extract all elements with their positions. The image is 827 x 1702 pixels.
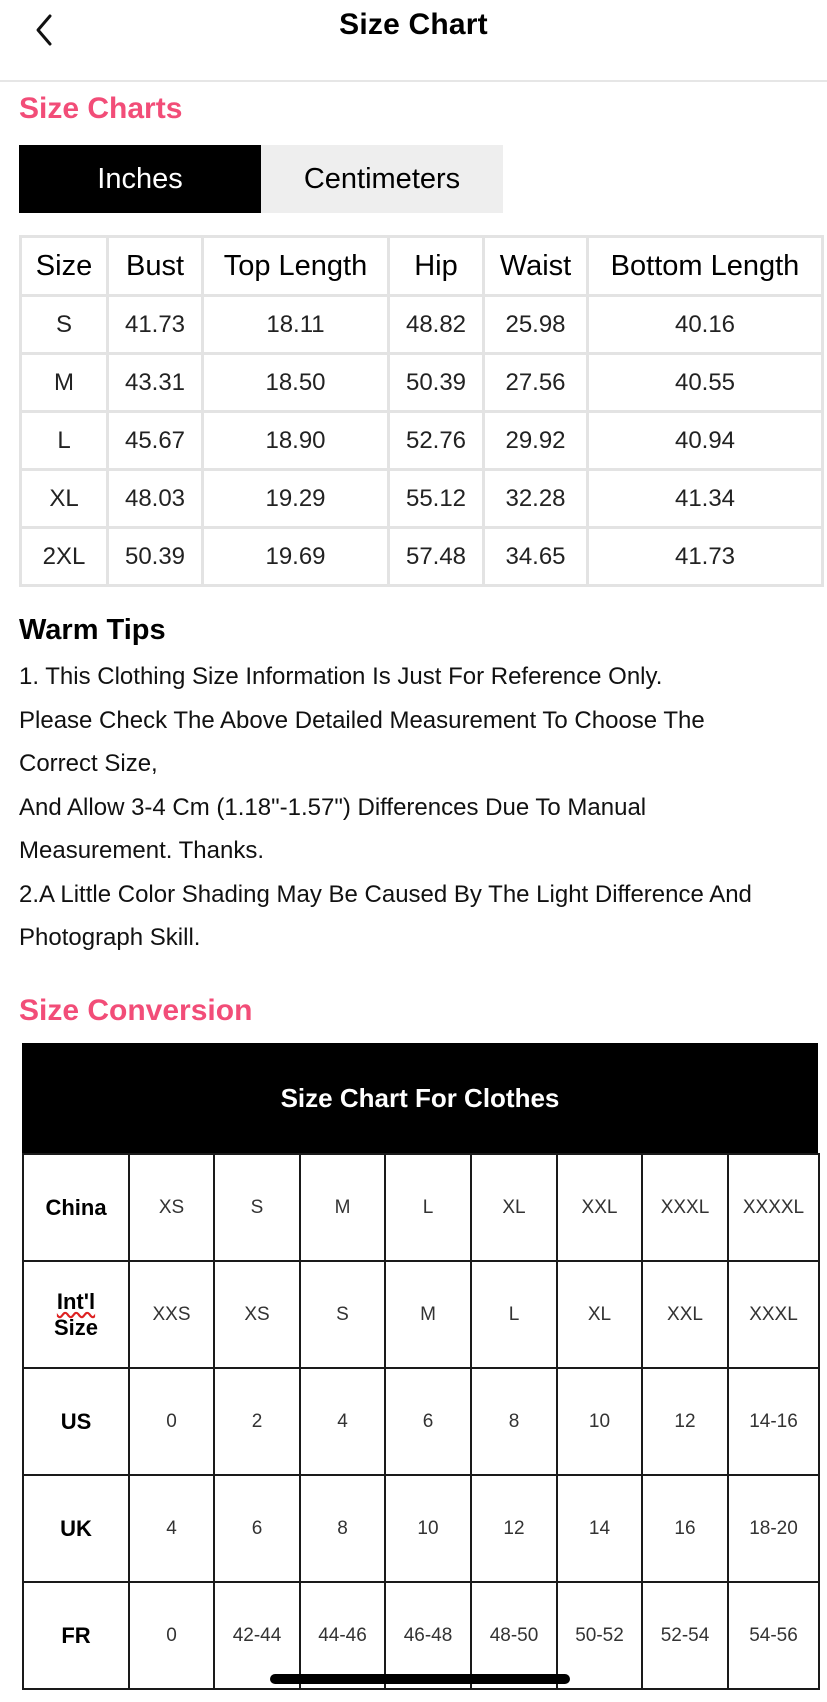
size-conversion-heading: Size Conversion <box>19 994 253 1027</box>
table-cell: 32.28 <box>484 470 588 528</box>
page-title: Size Chart <box>339 8 488 41</box>
tip-line: Correct Size, <box>19 750 158 777</box>
table-cell: 52-54 <box>642 1582 728 1689</box>
table-row <box>21 412 823 470</box>
size-charts-heading: Size Charts <box>19 92 183 125</box>
table-cell: 8 <box>300 1475 385 1582</box>
size-conversion-chart <box>22 1043 818 1686</box>
home-indicator[interactable] <box>270 1674 570 1684</box>
table-cell: XL <box>557 1261 642 1368</box>
table-row <box>23 1475 819 1582</box>
table-cell: XXXL <box>728 1261 819 1368</box>
table-cell: 19.29 <box>203 470 389 528</box>
table-cell: 14-16 <box>728 1368 819 1475</box>
table-cell: 18-20 <box>728 1475 819 1582</box>
table-cell: XXL <box>557 1154 642 1261</box>
table-cell: 14 <box>557 1475 642 1582</box>
column-header: Size <box>21 237 108 296</box>
table-cell: 54-56 <box>728 1582 819 1689</box>
tip-line: And Allow 3-4 Cm (1.18"-1.57") Differences Due To Manual <box>19 793 647 821</box>
row-label-china: China <box>23 1154 129 1261</box>
table-cell: M <box>300 1154 385 1261</box>
table-row <box>21 528 823 586</box>
table-cell: 48-50 <box>471 1582 557 1689</box>
table-row <box>21 296 823 354</box>
table-cell: S <box>214 1154 300 1261</box>
table-cell: M <box>385 1261 471 1368</box>
table-cell: 41.34 <box>588 470 823 528</box>
table-cell: 45.67 <box>108 412 203 470</box>
size-table <box>19 235 824 587</box>
tab-inches[interactable]: Inches <box>19 145 261 213</box>
table-cell: L <box>385 1154 471 1261</box>
table-cell: 29.92 <box>484 412 588 470</box>
table-cell: 19.69 <box>203 528 389 586</box>
table-cell: 46-48 <box>385 1582 471 1689</box>
tip-line: 1. This Clothing Size Information Is Just For Reference Only. <box>19 663 663 690</box>
table-cell: 34.65 <box>484 528 588 586</box>
table-cell: XL <box>471 1154 557 1261</box>
table-cell: 18.50 <box>203 354 389 412</box>
table-cell: XXL <box>642 1261 728 1368</box>
table-cell: 4 <box>129 1475 214 1582</box>
row-label-us: US <box>23 1368 129 1475</box>
table-cell: 0 <box>129 1368 214 1475</box>
table-cell: 18.11 <box>203 296 389 354</box>
column-header: Bust <box>108 237 203 296</box>
table-cell: XXXXL <box>728 1154 819 1261</box>
table-cell: 0 <box>129 1582 214 1689</box>
table-row <box>23 1368 819 1475</box>
table-cell: 52.76 <box>389 412 484 470</box>
table-cell: 12 <box>471 1475 557 1582</box>
table-cell: 43.31 <box>108 354 203 412</box>
column-header: Top Length <box>203 237 389 296</box>
table-cell: XXS <box>129 1261 214 1368</box>
table-cell: 48.03 <box>108 470 203 528</box>
nav-header <box>0 0 827 82</box>
row-label-line: Size <box>53 1314 99 1340</box>
table-cell: 10 <box>557 1368 642 1475</box>
column-header: Waist <box>484 237 588 296</box>
row-label-uk: UK <box>23 1475 129 1582</box>
table-cell: 40.16 <box>588 296 823 354</box>
table-cell: 2XL <box>21 528 108 586</box>
table-cell: L <box>21 412 108 470</box>
table-cell: 44-46 <box>300 1582 385 1689</box>
table-cell: 18.90 <box>203 412 389 470</box>
table-cell: 10 <box>385 1475 471 1582</box>
table-row <box>23 1154 819 1261</box>
table-cell: XXXL <box>642 1154 728 1261</box>
row-label-line: Int'l <box>56 1288 96 1314</box>
column-header: Hip <box>389 237 484 296</box>
table-cell: 2 <box>214 1368 300 1475</box>
table-cell: 41.73 <box>108 296 203 354</box>
table-cell: 25.98 <box>484 296 588 354</box>
table-cell: 40.94 <box>588 412 823 470</box>
table-cell: 12 <box>642 1368 728 1475</box>
tip-line: Measurement. Thanks. <box>19 837 265 864</box>
table-cell: 57.48 <box>389 528 484 586</box>
tip-line: 2.A Little Color Shading May Be Caused By The Light Difference And <box>19 880 752 908</box>
tab-centimeters[interactable]: Centimeters <box>261 145 503 213</box>
column-header: Bottom Length <box>588 237 823 296</box>
row-label-fr: FR <box>23 1582 129 1689</box>
conversion-table <box>22 1153 820 1690</box>
table-cell: XS <box>129 1154 214 1261</box>
table-cell: 4 <box>300 1368 385 1475</box>
table-cell: 55.12 <box>389 470 484 528</box>
warm-tips <box>19 614 819 960</box>
table-header-row <box>21 237 823 296</box>
table-row <box>23 1582 819 1689</box>
warm-tips-title: Warm Tips <box>19 614 166 646</box>
table-cell: 6 <box>214 1475 300 1582</box>
table-cell: S <box>21 296 108 354</box>
tip-line: Photograph Skill. <box>19 924 201 951</box>
table-cell: 6 <box>385 1368 471 1475</box>
table-row <box>21 470 823 528</box>
table-cell: 50-52 <box>557 1582 642 1689</box>
table-cell: 27.56 <box>484 354 588 412</box>
table-cell: 42-44 <box>214 1582 300 1689</box>
table-row <box>21 354 823 412</box>
conversion-table-title: Size Chart For Clothes <box>22 1043 818 1153</box>
unit-tabs <box>19 145 503 213</box>
table-cell: 48.82 <box>389 296 484 354</box>
table-cell: L <box>471 1261 557 1368</box>
table-cell: 40.55 <box>588 354 823 412</box>
table-cell: 8 <box>471 1368 557 1475</box>
tip-line: Please Check The Above Detailed Measurement To Choose The <box>19 706 705 734</box>
table-cell: 50.39 <box>389 354 484 412</box>
table-cell: 41.73 <box>588 528 823 586</box>
table-cell: XL <box>21 470 108 528</box>
row-label-intl-size <box>23 1261 129 1368</box>
table-cell: XS <box>214 1261 300 1368</box>
table-cell: M <box>21 354 108 412</box>
table-row <box>23 1261 819 1368</box>
table-cell: S <box>300 1261 385 1368</box>
table-cell: 50.39 <box>108 528 203 586</box>
table-cell: 16 <box>642 1475 728 1582</box>
